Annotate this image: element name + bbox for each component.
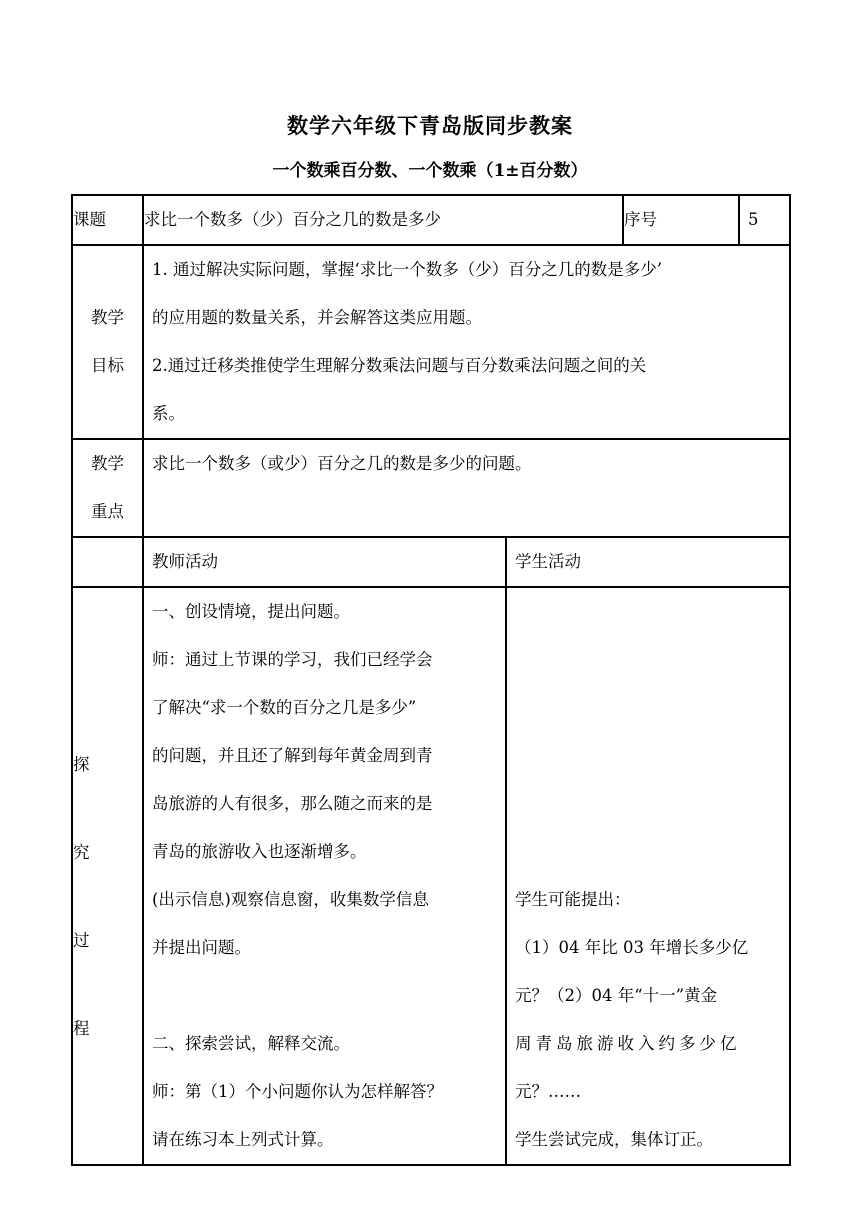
teacher-line: 师：第（1）个小问题你认为怎样解答？ bbox=[152, 1082, 443, 1101]
sequence-value-cell bbox=[739, 195, 790, 245]
goal-label-cell bbox=[72, 245, 143, 439]
focus-label-line2: 重点 bbox=[91, 502, 124, 521]
lesson-plan-table bbox=[71, 194, 791, 1166]
process-label-cell bbox=[72, 587, 143, 1165]
teacher-activity-cell bbox=[143, 587, 506, 1165]
focus-content-cell bbox=[143, 439, 790, 537]
student-header-cell bbox=[506, 537, 790, 587]
student-activity-header: 学生活动 bbox=[515, 552, 581, 571]
document-subtitle: 一个数乘百分数、一个数乘（1±百分数） bbox=[272, 161, 588, 181]
teacher-line: 并提出问题。 bbox=[152, 938, 251, 957]
process-label-char: 过 bbox=[73, 931, 90, 950]
goal-line: 2.通过迁移类推使学生理解分数乘法问题与百分数乘法问题之间的关 bbox=[152, 356, 647, 375]
goal-line: 1. 通过解决实际问题，掌握‘求比一个数多（少）百分之几的数是多少’ bbox=[152, 260, 662, 279]
student-line bbox=[515, 684, 781, 732]
student-line bbox=[515, 732, 781, 780]
focus-label-cell bbox=[72, 439, 143, 537]
teacher-line: 一、创设情境，提出问题。 bbox=[152, 602, 350, 621]
goal-line: 系。 bbox=[152, 404, 185, 423]
teacher-header-cell bbox=[143, 537, 506, 587]
student-line bbox=[515, 636, 781, 684]
student-line: 元？…… bbox=[515, 1082, 581, 1101]
teacher-line: 的问题，并且还了解到每年黄金周到青 bbox=[152, 746, 433, 765]
teacher-line: 二、探索尝试，解释交流。 bbox=[152, 1034, 350, 1053]
student-line: 学生可能提出： bbox=[515, 890, 631, 909]
goal-label-line1: 教学 bbox=[91, 308, 124, 327]
process-row bbox=[72, 587, 790, 1165]
teacher-line: 岛旅游的人有很多，那么随之而来的是 bbox=[152, 794, 433, 813]
student-line bbox=[515, 828, 781, 876]
process-label-char: 探 bbox=[73, 755, 90, 774]
student-line bbox=[515, 780, 781, 828]
teacher-line: (出示信息)观察信息窗，收集数学信息 bbox=[152, 890, 429, 909]
sequence-value: 5 bbox=[748, 210, 759, 229]
goal-line: 的应用题的数量关系，并会解答这类应用题。 bbox=[152, 308, 482, 327]
student-activity-cell bbox=[506, 587, 790, 1165]
teacher-line: 了解决“求一个数的百分之几是多少” bbox=[152, 698, 417, 717]
goal-label-line2: 目标 bbox=[91, 356, 124, 375]
teacher-line bbox=[152, 972, 497, 1020]
student-line: 元？（2）04 年“十一”黄金 bbox=[515, 986, 718, 1005]
focus-row bbox=[72, 439, 790, 537]
teacher-line: 师：通过上节课的学习，我们已经学会 bbox=[152, 650, 433, 669]
activity-header-empty bbox=[72, 537, 143, 587]
student-line: 学生尝试完成，集体订正。 bbox=[515, 1130, 713, 1149]
process-label-char: 程 bbox=[73, 1019, 90, 1038]
teacher-line: 请在练习本上列式计算。 bbox=[152, 1130, 334, 1149]
topic-value-cell bbox=[143, 195, 623, 245]
goal-content-cell bbox=[143, 245, 790, 439]
sequence-label-cell bbox=[623, 195, 739, 245]
focus-label-line1: 教学 bbox=[91, 454, 124, 473]
topic-row bbox=[72, 195, 790, 245]
topic-value: 求比一个数多（少）百分之几的数是多少 bbox=[144, 210, 441, 229]
student-line: 周青岛旅游收入约多少亿 bbox=[515, 1034, 741, 1053]
focus-text: 求比一个数多（或少）百分之几的数是多少的问题。 bbox=[152, 454, 532, 473]
process-label-char: 究 bbox=[73, 843, 90, 862]
teacher-activity-header: 教师活动 bbox=[152, 552, 218, 571]
student-line: （1）04 年比 03 年增长多少亿 bbox=[515, 938, 749, 957]
student-line bbox=[515, 588, 781, 636]
document-title: 数学六年级下青岛版同步教案 bbox=[287, 113, 573, 138]
sequence-label: 序号 bbox=[624, 210, 657, 229]
goal-row bbox=[72, 245, 790, 439]
topic-label-cell bbox=[72, 195, 143, 245]
teacher-line: 青岛的旅游收入也逐渐增多。 bbox=[152, 842, 367, 861]
activity-header-row bbox=[72, 537, 790, 587]
topic-label: 课题 bbox=[73, 210, 106, 229]
